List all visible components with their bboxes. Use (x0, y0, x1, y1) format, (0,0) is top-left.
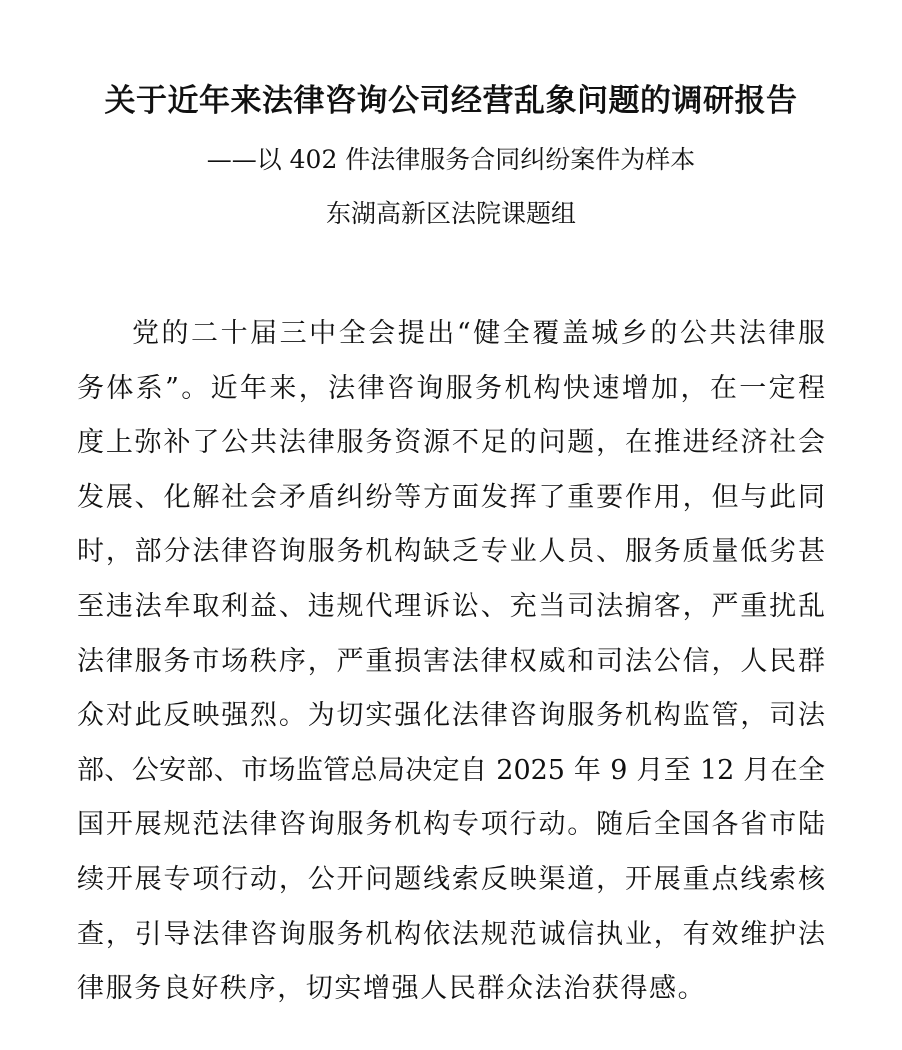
paragraph-line: 务体系”。近年来，法律咨询服务机构快速增加，在一定程 (77, 372, 825, 404)
report-author: 东湖高新区法院课题组 (325, 199, 576, 228)
paragraph-line: 续开展专项行动，公开问题线索反映渠道，开展重点线索核 (77, 863, 825, 895)
paragraph-line: 国开展规范法律咨询服务机构专项行动。随后全国各省市陆 (77, 809, 825, 841)
report-title: 关于近年来法律咨询公司经营乱象问题的调研报告 (104, 83, 798, 119)
report-subtitle: ——以 402 件法律服务合同纠纷案件为样本 (206, 145, 696, 174)
paragraph-line: 至违法牟取利益、违规代理诉讼、充当司法掮客，严重扰乱 (77, 590, 825, 622)
paragraph-line: 度上弥补了公共法律服务资源不足的问题，在推进经济社会 (77, 427, 825, 459)
paragraph-line: 律服务良好秩序，切实增强人民群众法治获得感。 (77, 973, 707, 1005)
paragraph-line: 众对此反映强烈。为切实强化法律咨询服务机构监管，司法 (77, 700, 825, 732)
paragraph-line: 党的二十届三中全会提出“健全覆盖城乡的公共法律服 (132, 318, 825, 349)
paragraph-line: 法律服务市场秩序，严重损害法律权威和司法公信，人民群 (77, 645, 825, 677)
paragraph-line: 时，部分法律咨询服务机构缺乏专业人员、服务质量低劣甚 (77, 536, 825, 568)
paragraph-line: 查，引导法律咨询服务机构依法规范诚信执业，有效维护法 (77, 918, 825, 950)
paragraph-line: 发展、化解社会矛盾纠纷等方面发挥了重要作用，但与此同 (77, 481, 825, 513)
body-paragraph (77, 307, 825, 1017)
paragraph-line: 部、公安部、市场监管总局决定自 2025 年 9 月至 12 月在全 (77, 754, 825, 786)
